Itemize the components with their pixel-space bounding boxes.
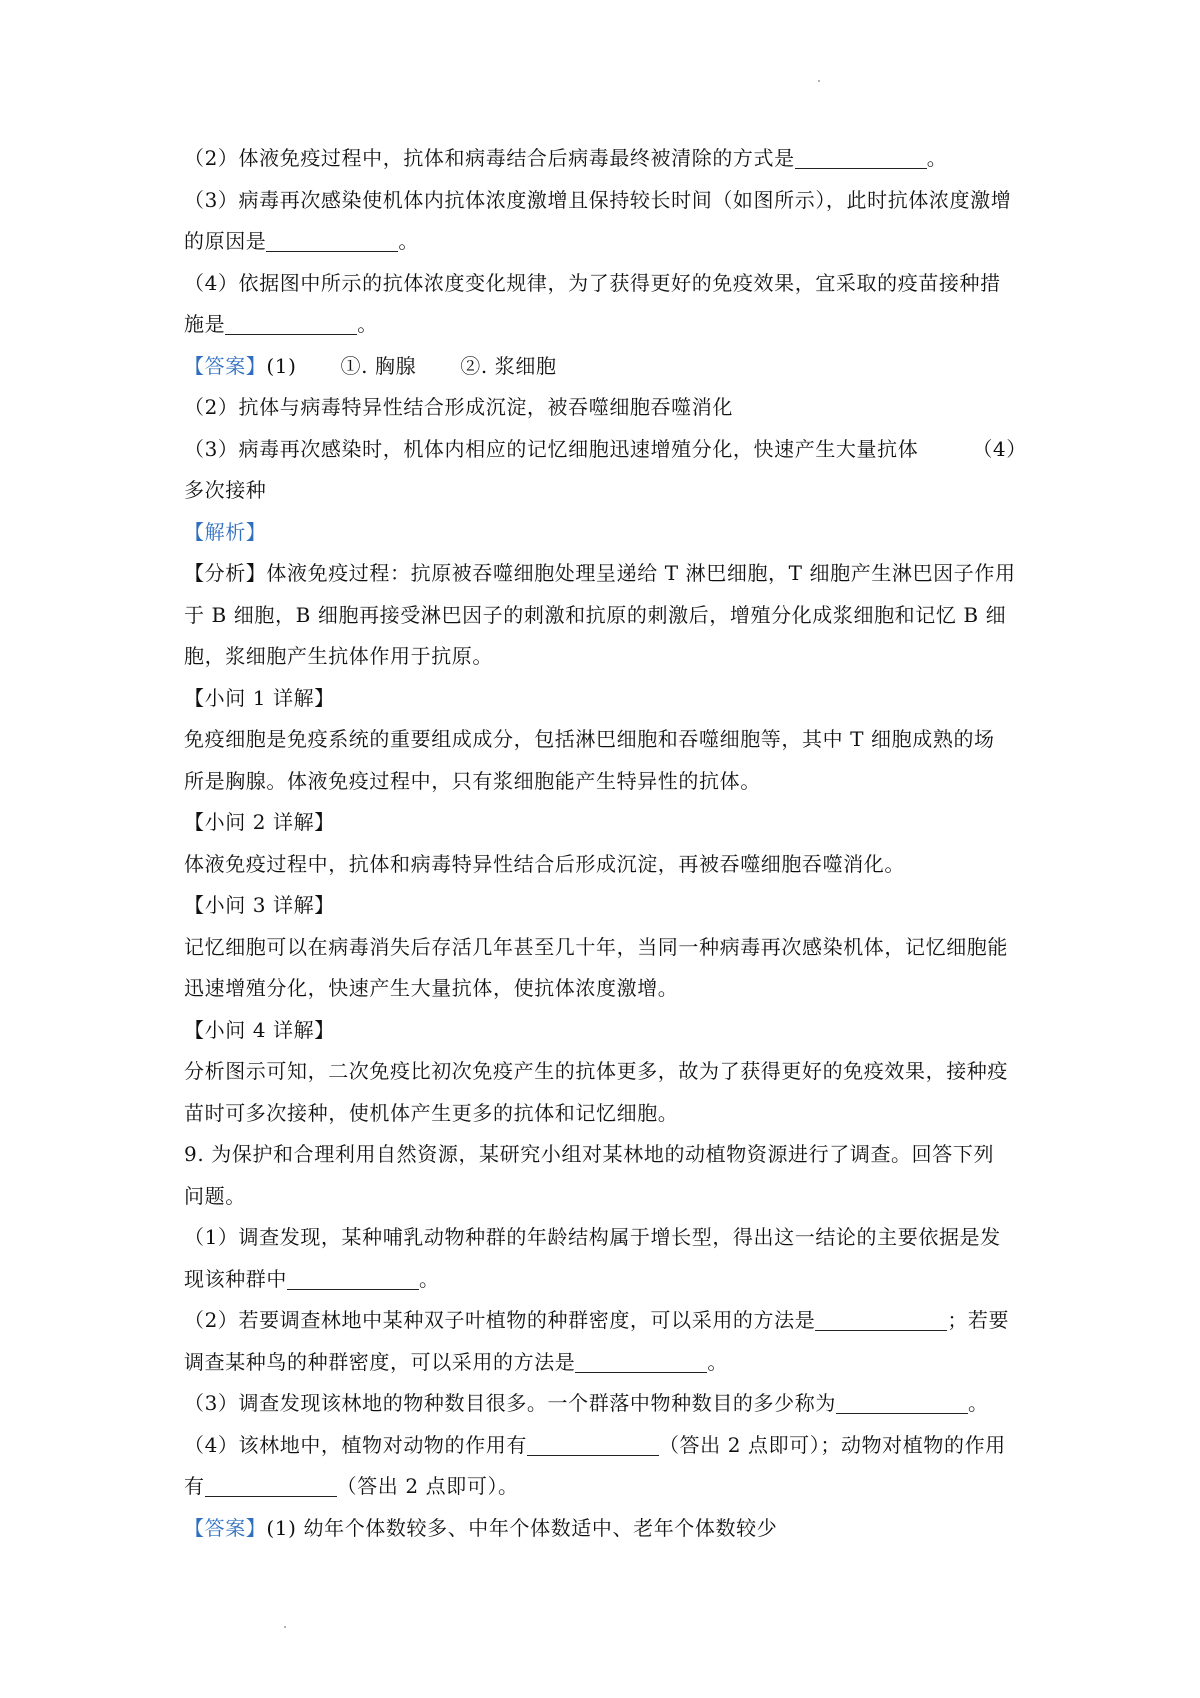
analysis-tag: 【解析】 — [184, 519, 267, 544]
q9-part3: （3）调查发现该林地的物种数目很多。一个群落中物种数目的多少称为 。 — [184, 1391, 989, 1415]
subquestion-3-text-1: 记忆细胞可以在病毒消失后存活几年甚至几十年，当同一种病毒再次感染机体，记忆细胞能 — [184, 934, 1008, 959]
subquestion-4-heading: 【小问 4 详解】 — [184, 1017, 335, 1042]
q9-part4-line2: 有 （答出 2 点即可）。 — [184, 1474, 519, 1498]
answer-blank[interactable] — [205, 1476, 337, 1497]
subquestion-1-text-2: 所是胸腺。体液免疫过程中，只有浆细胞能产生特异性的抗体。 — [184, 768, 761, 793]
q9-stem-1: 9. 为保护和合理利用自然资源，某研究小组对某林地的动植物资源进行了调查。回答下列 — [184, 1142, 995, 1166]
scan-dot-top — [818, 80, 820, 82]
answer-tag: 【答案】 — [184, 1515, 267, 1540]
q9-answer-line1: 【答案】(1) 幼年个体数较多、中年个体数适中、老年个体数较少 — [184, 1515, 778, 1540]
answer-blank[interactable] — [836, 1393, 968, 1414]
subquestion-4-text-1: 分析图示可知，二次免疫比初次免疫产生的抗体更多，故为了获得更好的免疫效果，接种疫 — [184, 1059, 1008, 1083]
q8-part3-line1: （3）病毒再次感染使机体内抗体浓度激增且保持较长时间（如图所示），此时抗体浓度激增 — [184, 187, 1012, 212]
subquestion-2-heading: 【小问 2 详解】 — [184, 810, 335, 834]
answer-blank[interactable] — [287, 1269, 419, 1290]
q8-answer-line3: （3）病毒再次感染时，机体内相应的记忆细胞迅速增殖分化，快速产生大量抗体 （4） — [184, 436, 1027, 461]
subquestion-1-text-1: 免疫细胞是免疫系统的重要组成成分，包括淋巴细胞和吞噬细胞等，其中 T 细胞成熟的场 — [184, 727, 995, 751]
q9-stem-2: 问题。 — [184, 1183, 246, 1208]
q8-part4-line2: 施是 。 — [184, 312, 378, 336]
answer-blank[interactable] — [527, 1435, 659, 1456]
answer-tag: 【答案】 — [184, 353, 267, 378]
subquestion-2-text-1: 体液免疫过程中，抗体和病毒特异性结合后形成沉淀，再被吞噬细胞吞噬消化。 — [184, 851, 905, 876]
answer-blank[interactable] — [266, 231, 398, 252]
q8-part2: （2）体液免疫过程中，抗体和病毒结合后病毒最终被清除的方式是 。 — [184, 146, 948, 170]
answer-blank[interactable] — [795, 148, 927, 169]
q8-part3-line2: 的原因是 。 — [184, 229, 420, 253]
q9-part2-line2: 调查某种鸟的种群密度，可以采用的方法是 。 — [184, 1349, 729, 1374]
q9-part4-line1: （4）该林地中，植物对动物的作用有 （答出 2 点即可）；动物对植物的作用 — [184, 1432, 1006, 1457]
answer-blank[interactable] — [815, 1310, 947, 1331]
answer-blank[interactable] — [225, 314, 357, 335]
document-content — [184, 138, 1027, 1549]
q9-part1-line1: （1）调查发现，某种哺乳动物种群的年龄结构属于增长型，得出这一结论的主要依据是发 — [184, 1225, 1001, 1249]
answer-blank[interactable] — [575, 1352, 707, 1373]
q8-part4-line1: （4）依据图中所示的抗体浓度变化规律，为了获得更好的免疫效果，宜采取的疫苗接种措 — [184, 270, 1001, 295]
q8-answer-line4: 多次接种 — [184, 478, 267, 502]
subquestion-3-text-2: 迅速增殖分化，快速产生大量抗体，使抗体浓度激增。 — [184, 976, 679, 1000]
analysis-fenxi-2: 于 B 细胞，B 细胞再接受淋巴因子的刺激和抗原的刺激后，增殖分化成浆细胞和记忆 B 细 — [184, 602, 1007, 627]
analysis-fenxi-1: 【分析】体液免疫过程：抗原被吞噬细胞处理呈递给 T 淋巴细胞，T 细胞产生淋巴因子作用 — [184, 561, 1016, 585]
q9-part1-line2: 现该种群中 。 — [184, 1266, 440, 1291]
analysis-fenxi-3: 胞，浆细胞产生抗体作用于抗原。 — [184, 644, 493, 668]
q8-answer-line1: 【答案】(1) ①. 胸腺 ②. 浆细胞 — [184, 353, 557, 378]
q8-answer-line2: （2）抗体与病毒特异性结合形成沉淀，被吞噬细胞吞噬消化 — [184, 395, 733, 419]
subquestion-1-heading: 【小问 1 详解】 — [184, 685, 335, 710]
scan-dot-bottom — [284, 1626, 286, 1628]
q9-part2-line1: （2）若要调查林地中某种双子叶植物的种群密度，可以采用的方法是 ；若要 — [184, 1308, 1010, 1332]
subquestion-4-text-2: 苗时可多次接种，使机体产生更多的抗体和记忆细胞。 — [184, 1100, 679, 1125]
subquestion-3-heading: 【小问 3 详解】 — [184, 893, 335, 917]
